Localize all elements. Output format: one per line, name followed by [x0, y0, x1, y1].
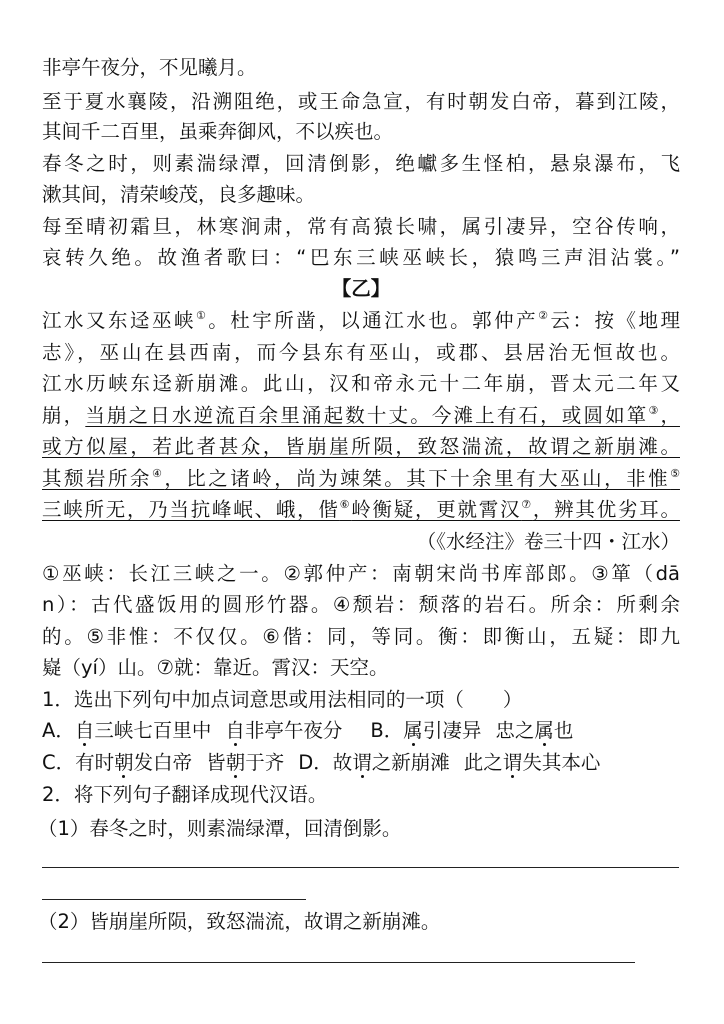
note-marker-6: ⑥: [339, 498, 352, 511]
passage-jia-line-4: 春冬之时，则素湍绿潭，回清倒影，绝巘多生怪柏，悬泉瀑布，飞: [42, 152, 680, 175]
dotted-word: 朝: [225, 751, 246, 774]
text-span: 云：按《地理: [550, 309, 680, 332]
passage-jia-line-1: 非亭午夜分，不见曦月。: [42, 56, 257, 79]
note-marker-2: ②: [538, 309, 551, 322]
text-span: 引凄异: [422, 719, 482, 742]
question-2-sentence-1: （1）春冬之时，则素湍绿潭，回清倒影。: [38, 817, 402, 840]
option-d-label: D．: [298, 751, 333, 774]
passage-jia-line-7: 哀转久绝。故渔者歌曰：“巴东三峡巫峡长，猿鸣三声泪沾裳。”: [42, 246, 680, 269]
notes-line-4: 嶷（yí）山。⑦就：靠近。霄汉：天空。: [42, 656, 389, 679]
text-span: 失其本心: [522, 751, 601, 774]
text-span: 故: [332, 751, 353, 774]
text-span: 此之: [463, 751, 503, 774]
dotted-word: 自: [74, 719, 95, 742]
passage-yi-line-4: [42, 401, 680, 431]
text-span: 于齐: [245, 751, 285, 774]
answer-line: [42, 867, 679, 868]
dotted-word: 谓: [502, 751, 523, 774]
dotted-word: 谓: [352, 751, 372, 774]
text-span: 皆: [206, 751, 226, 774]
yi-heading: 【乙】: [331, 277, 391, 300]
text-span: 也: [553, 719, 574, 742]
text-span: ，: [660, 404, 680, 427]
question-1-options-ab: [42, 716, 680, 746]
answer-line: [42, 962, 635, 963]
passage-yi-line-6: [42, 464, 680, 494]
answer-line: [42, 899, 306, 900]
dotted-word: 属: [403, 719, 423, 742]
text-span: 有时: [75, 751, 115, 774]
option-b-label: B．: [370, 719, 404, 742]
dotted-word: 属: [534, 719, 554, 742]
text-span: 江水又东迳巫峡: [42, 309, 196, 332]
passage-source: （《水经注》卷三十四・江水）: [416, 530, 680, 553]
passage-jia-line-3: 其间千二百里，虽乘奔御风，不以疾也。: [42, 120, 394, 143]
dotted-word: 自: [225, 719, 245, 742]
text-span: 忠之: [495, 719, 535, 742]
text-span: 三峡所无，乃当抗峰岷、峨，偕: [42, 498, 340, 521]
text-span: 崩，: [42, 404, 86, 427]
dotted-word: 朝: [114, 751, 134, 774]
question-1-options-cd: [42, 748, 680, 778]
passage-jia-line-5: 漱其间，清荣峻茂，良多趣味。: [42, 183, 316, 206]
passage-yi-line-5: 或方似屋，若此者甚众，皆崩崖所陨，致怒湍流，故谓之新崩滩。: [42, 435, 680, 458]
text-span: 岭衡疑，更就霄汉: [351, 498, 522, 521]
text-span: 。杜宇所凿，以通江水也。郭仲产: [208, 309, 539, 332]
passage-jia-line-6: 每至晴初霜旦，林寒涧肃，常有高猿长啸，属引凄异，空谷传响，: [42, 215, 680, 238]
text-span: 其颓岩所余: [42, 467, 152, 490]
option-c-label: C．: [42, 751, 76, 774]
text-span: ，比之诸岭，尚为竦桀。其下十余里有大巫山，非惟: [164, 467, 671, 490]
text-span: 当崩之日水逆流百余里涌起数十丈。今滩上有石，或圆如箪: [85, 404, 649, 427]
notes-line-3: 的。⑤非惟：不仅仅。⑥偕：同，等同。衡：即衡山，五疑：即九: [42, 625, 680, 648]
text-span: 之新崩滩: [371, 751, 450, 774]
note-marker-3: ③: [648, 404, 661, 417]
note-marker-5: ⑤: [670, 467, 680, 480]
underlined-text: [85, 404, 680, 427]
note-marker-7: ⑦: [521, 498, 533, 511]
question-1-stem: 1．选出下列句中加点词意思或用法相同的一项（ ）: [42, 688, 523, 711]
note-marker-1: ①: [195, 309, 209, 322]
notes-line-2: n）：古代盛饭用的圆形竹器。④颓岩：颓落的岩石。所余：所剩余: [42, 593, 680, 616]
notes-line-1: ①巫峡：长江三峡之一。②郭仲产：南朝宋尚书库部郎。③箪（dā: [42, 562, 680, 585]
text-span: 三峡七百里中: [94, 719, 212, 742]
question-2-sentence-2: （2）皆崩崖所陨，致怒湍流，故谓之新崩滩。: [38, 910, 441, 933]
passage-jia-line-2: 至于夏水襄陵，沿溯阻绝，或王命急宣，有时朝发白帝，暮到江陵，: [42, 90, 680, 113]
text-span: 发白帝: [133, 751, 193, 774]
question-2-stem: 2．将下列句子翻译成现代汉语。: [42, 783, 328, 806]
text-span: ，辨其优劣耳。: [532, 498, 680, 521]
text-span: 非亭午夜分: [244, 719, 343, 742]
note-marker-4: ④: [151, 467, 165, 480]
option-a-label: A．: [42, 719, 75, 742]
passage-yi-line-1: [42, 306, 680, 336]
passage-yi-line-2: 志》，巫山在县西南，而今县东有巫山，或郡、县居治无恒故也。: [42, 341, 680, 364]
passage-yi-line-7: [42, 495, 680, 525]
passage-yi-line-3: 江水历峡东迳新崩滩。此山，汉和帝永元十二年崩，晋太元二年又: [42, 372, 680, 395]
